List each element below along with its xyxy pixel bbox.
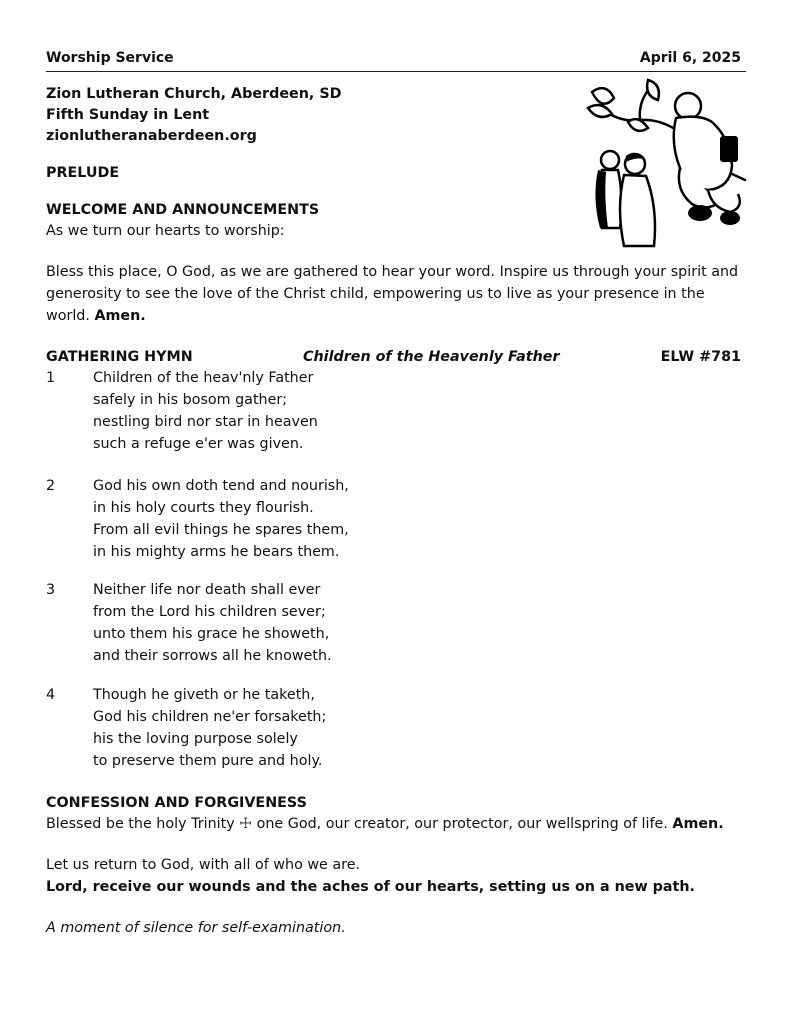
- verse-line: and their sorrows all he knoweth.: [93, 648, 332, 664]
- confession-response: Lord, receive our wounds and the aches of our hearts, setting us on a new path.: [46, 879, 695, 895]
- prelude-heading: PRELUDE: [46, 165, 120, 181]
- welcome-amen: Amen.: [94, 308, 146, 324]
- blessing-text: Blessed be the holy Trinity: [46, 816, 235, 832]
- hymn-number: ELW #781: [660, 349, 741, 365]
- verse-1: [93, 367, 318, 455]
- confession-invitation: Let us return to God, with all of who we are.: [46, 857, 361, 873]
- zacchaeus-illustration: [580, 78, 748, 252]
- verse-line: in his mighty arms he bears them.: [93, 544, 340, 560]
- church-name: Zion Lutheran Church, Aberdeen, SD: [46, 86, 342, 102]
- verse-4: [93, 684, 326, 772]
- verse-line: to preserve them pure and holy.: [93, 753, 323, 769]
- verse-2: [93, 475, 349, 563]
- verse-line: nestling bird nor star in heaven: [93, 414, 318, 430]
- church-website: zionlutheranaberdeen.org: [46, 128, 257, 144]
- verse-line: From all evil things he spares them,: [93, 522, 349, 538]
- cross-icon: ☩: [239, 816, 253, 832]
- verse-line: God his own doth tend and nourish,: [93, 478, 349, 494]
- hymn-title: Children of the Heavenly Father: [303, 349, 560, 365]
- welcome-prayer-text: Bless this place, O God, as we are gathered to hear your word. Inspire us through your spirit and generosity to see the love of the Christ child, empowering us to live as your presence in the world.: [46, 264, 739, 324]
- verse-number: 1: [46, 370, 56, 386]
- sunday-name: Fifth Sunday in Lent: [46, 107, 210, 123]
- verse-line: from the Lord his children sever;: [93, 604, 326, 620]
- service-title: Worship Service: [46, 50, 174, 66]
- verse-line: Neither life nor death shall ever: [93, 582, 321, 598]
- confession-rubric: A moment of silence for self-examination.: [46, 920, 346, 936]
- verse-line: Children of the heav'nly Father: [93, 370, 314, 386]
- welcome-intro: As we turn our hearts to worship:: [46, 223, 285, 239]
- hymn-heading: GATHERING HYMN: [46, 349, 193, 365]
- verse-number: 3: [46, 582, 56, 598]
- confession-heading: CONFESSION AND FORGIVENESS: [46, 795, 307, 811]
- verse-number: 2: [46, 478, 56, 494]
- verse-line: Though he giveth or he taketh,: [93, 687, 315, 703]
- confession-blessing: [46, 813, 724, 835]
- header-divider: [46, 71, 746, 72]
- welcome-prayer: [46, 261, 746, 327]
- verse-line: his the loving purpose solely: [93, 731, 298, 747]
- verse-line: such a refuge e'er was given.: [93, 436, 304, 452]
- verse-line: safely in his bosom gather;: [93, 392, 288, 408]
- verse-3: [93, 579, 332, 667]
- service-date: April 6, 2025: [639, 50, 741, 66]
- confession-amen: Amen.: [672, 816, 724, 832]
- welcome-heading: WELCOME AND ANNOUNCEMENTS: [46, 202, 320, 218]
- verse-line: unto them his grace he showeth,: [93, 626, 330, 642]
- verse-line: God his children ne'er forsaketh;: [93, 709, 327, 725]
- verse-line: in his holy courts they flourish.: [93, 500, 314, 516]
- verse-number: 4: [46, 687, 56, 703]
- blessing-text-cont: one God, our creator, our protector, our wellspring of life.: [256, 816, 668, 832]
